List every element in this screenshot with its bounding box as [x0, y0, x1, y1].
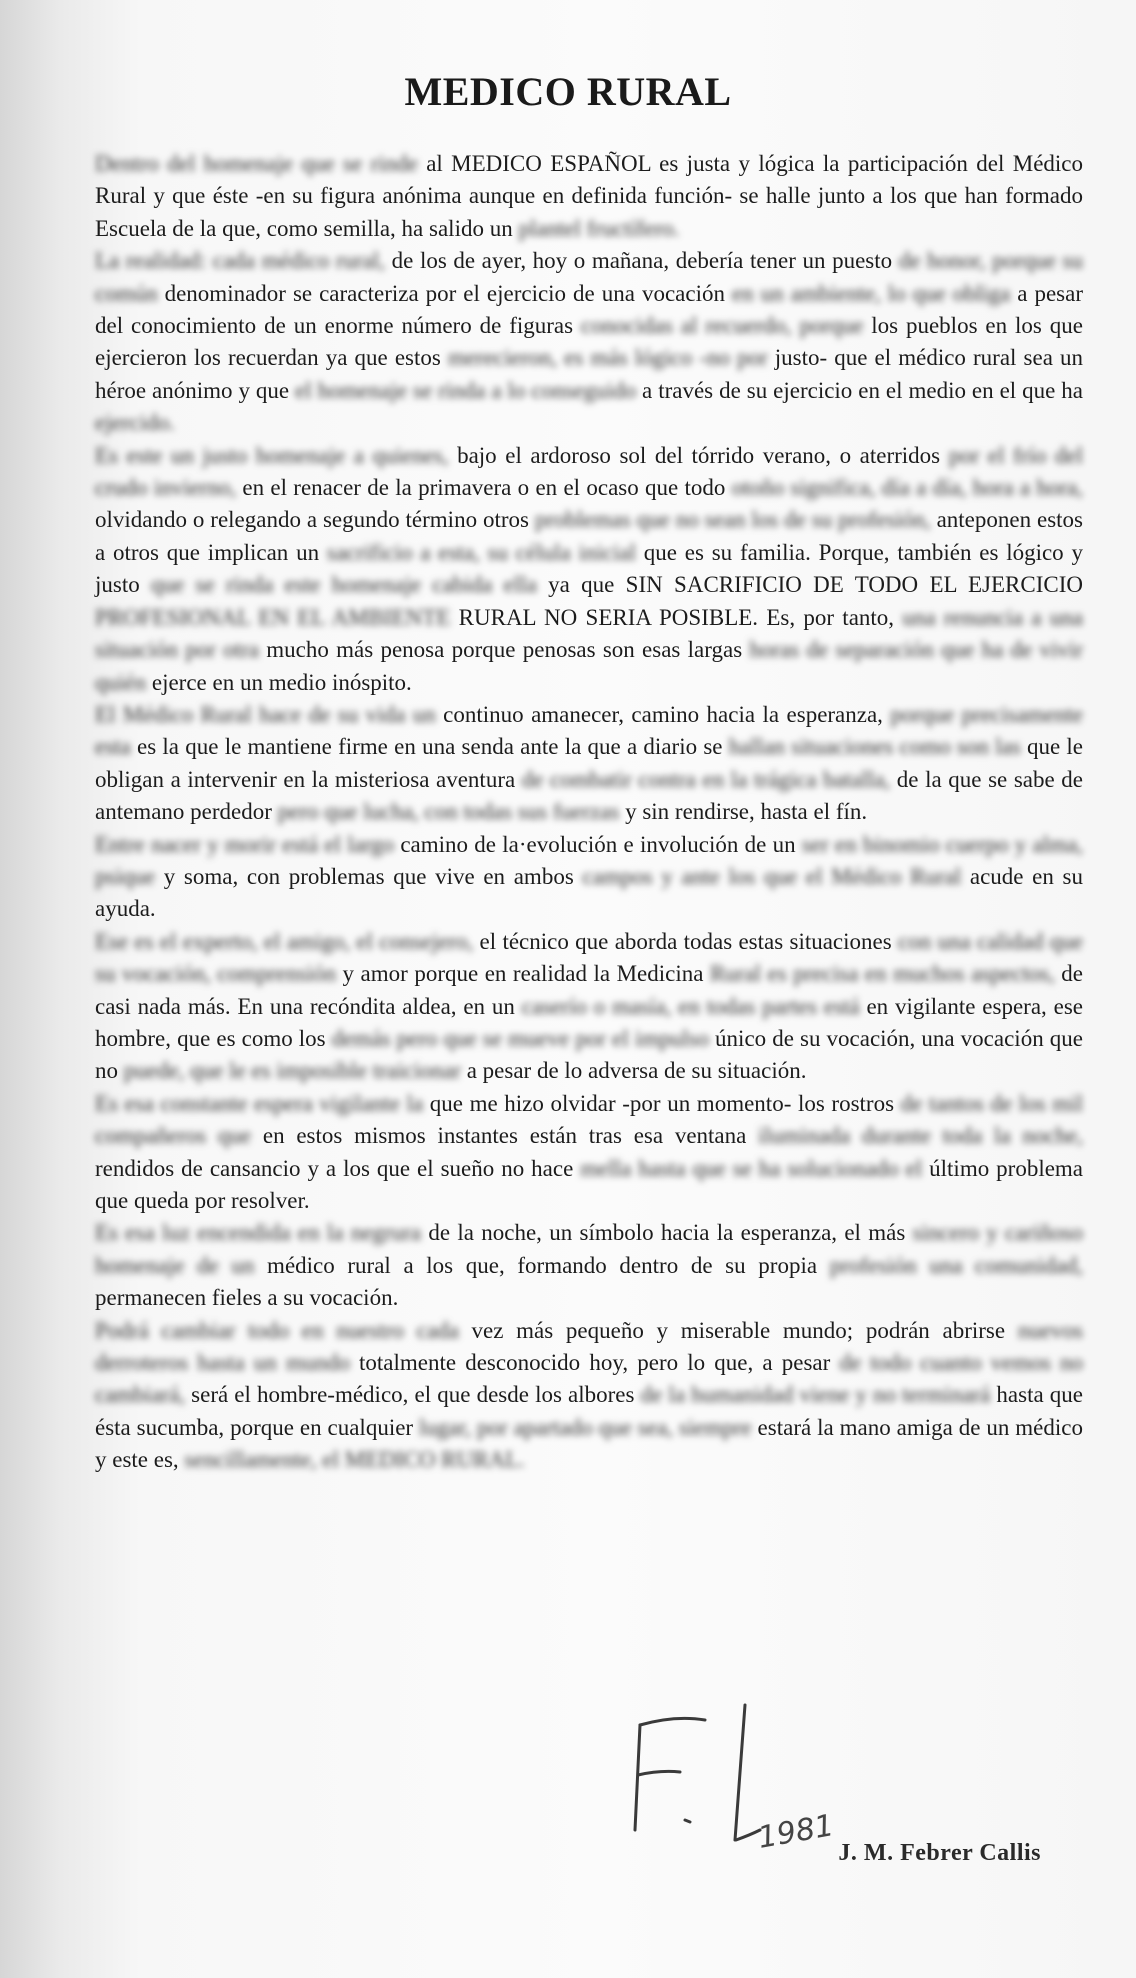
paragraph-text: RURAL NO SERIA POSIBLE. Es, por tanto, [450, 604, 903, 630]
paragraph-text: de la noche, un símbolo hacia la esperanza, el más [421, 1220, 913, 1246]
paragraph-text: hasta que ésta sucumba, porque en cualquier [95, 1382, 1083, 1440]
redacted-text: profesión una comunidad, [829, 1252, 1083, 1278]
redacted-text: campos y ante los que el Médico Rural [582, 863, 962, 889]
paragraph-text: único de su vocación, una vocación que no [95, 1025, 1083, 1084]
paragraph-text: médico rural a los que, formando dentro de su propia [254, 1252, 830, 1278]
paragraph-text: último problema que queda por resolver. [95, 1155, 1084, 1213]
redacted-text: puede, que le es imposible traicionar [123, 1058, 461, 1084]
paragraph-text: a través de su ejercicio en el medio en el que ha [636, 377, 1083, 403]
paragraph-text: justo- que el médico rural sea un héroe anónimo y que [95, 345, 1084, 403]
paragraph [95, 148, 1083, 245]
paragraph-text: que le obligan a intervenir en la misteriosa aventura [95, 734, 1083, 792]
paragraph [95, 1315, 1083, 1477]
paragraph-text: anteponen estos a otros que implican un [95, 507, 1083, 565]
paragraph-text: de la que se sabe de antemano perdedor [95, 766, 1083, 825]
paragraph-text: mucho más penosa porque penosas son esas largas [259, 637, 750, 663]
paragraph [95, 245, 1083, 439]
paragraph-text: y soma, con problemas que vive en ambos [155, 863, 583, 889]
paragraph-text: permanecen fieles a su vocación. [95, 1285, 399, 1311]
redacted-text: iluminada durante toda la noche, [758, 1123, 1083, 1149]
paragraph-text: olvidando o relegando a segundo término otros [95, 507, 535, 533]
paragraph [95, 926, 1083, 1088]
paragraph-text: que me hizo olvidar -por un momento- los rostros [423, 1090, 901, 1116]
redacted-text: nuevos derroteros hasta un mundo [95, 1317, 1083, 1376]
paragraph-text: en el renacer de la primavera o en el ocaso que todo [236, 475, 732, 501]
redacted-text: porque precisamente esta [95, 701, 1083, 760]
paragraph-text: estará la mano amiga de un médico y este es, [95, 1414, 1083, 1473]
paragraph-text: vez más pequeño y miserable mundo; podrán abrirse [458, 1317, 1018, 1343]
redacted-text: Es este un justo homenaje a quienes, [95, 442, 449, 468]
paragraph-text: continuo amanecer, camino hacia la esperanza, [435, 701, 891, 727]
redacted-text: de la humanidad viene y no terminará [640, 1382, 991, 1408]
paragraph [95, 829, 1083, 926]
redacted-text: que se rinda este homenaje cabida ella [151, 572, 537, 598]
redacted-text: Es esa constante espera vigilante la [95, 1090, 424, 1116]
redacted-text: PROFESIONAL EN EL AMBIENTE [95, 604, 451, 630]
redacted-text: el homenaje se rinda a lo conseguido [295, 377, 637, 403]
paragraph-text: ejerce en un medio inóspito. [146, 669, 412, 695]
redacted-text: Dentro del homenaje que se rinde [95, 151, 418, 176]
paragraph-text: de casi nada más. En una recóndita aldea, en un [95, 961, 1084, 1019]
redacted-text: sacrificio a esta, su célula inicial [326, 539, 636, 565]
redacted-text: con una calidad que su vocación, comprensión [95, 928, 1084, 987]
paragraph-text: los pueblos en los que ejercieron los recuerdan ya que estos [95, 313, 1083, 371]
redacted-text: mella hasta que se ha solucionado el [580, 1155, 923, 1181]
redacted-text: de combatir contra en la trágica batalla, [521, 766, 891, 792]
redacted-text: Podrá cambiar todo en nuestro cada [95, 1317, 459, 1343]
page-title: MEDICO RURAL [404, 69, 732, 114]
redacted-text: horas de separación que ha de vivir quién [95, 637, 1083, 695]
redacted-text: sincero y cariñoso homenaje de un [95, 1220, 1084, 1278]
paragraph-text: el técnico que aborda todas estas situaciones [473, 928, 899, 954]
paragraph-text: y sin rendirse, hasta el fín. [619, 799, 868, 825]
redacted-text: conocidas al recuerdo, porque [581, 313, 864, 339]
paragraph-text: rendidos de cansancio y a los que el sueño no hace [95, 1155, 581, 1181]
signature-year-text: 1981 [755, 1808, 837, 1856]
redacted-text: El Médico Rural hace de su vida un [95, 701, 436, 727]
redacted-text: una renuncia a una situación por otra [95, 604, 1083, 663]
redacted-text: Es esa luz encendida en la negrura [95, 1220, 422, 1246]
redacted-text: Rural es precisa en muchos aspectos, [709, 961, 1055, 987]
redacted-text: ser en binomio cuerpo y alma, psique [95, 831, 1083, 889]
paragraph-text: en vigilante espera, ese hombre, que es como los [95, 993, 1083, 1051]
article-body [95, 148, 1083, 1477]
redacted-text: pero que lucha, con todas sus fuerzas [277, 799, 620, 825]
redacted-text: sencillamente, el MEDICO RURAL. [184, 1447, 525, 1473]
paragraph-text: denominador se caracteriza por el ejercicio de una vocación [157, 280, 732, 306]
redacted-text: de tantos de los mil compañeros que [95, 1090, 1083, 1149]
redacted-text: lugar, por apartado que sea, siempre [419, 1414, 752, 1440]
redacted-text: demás pero que se mueve por el impulso [331, 1025, 709, 1051]
paragraph-text: camino de la·evolución e involución de un [394, 831, 802, 857]
paragraph [95, 440, 1083, 699]
handwritten-signature [600, 1690, 900, 1860]
paragraph-text: a pesar de lo adversa de su situación. [460, 1058, 807, 1084]
paragraph-text: acude en su ayuda. [95, 863, 1083, 922]
paragraph-text: bajo el ardoroso sol del tórrido verano, o aterridos [448, 442, 949, 468]
redacted-text: hallan situaciones como son las [728, 734, 1021, 760]
paragraph-text: de los de ayer, hoy o mañana, debería tener un puesto [385, 248, 899, 274]
redacted-text: Ese es el experto, el amigo, el consejero, [95, 928, 474, 954]
paragraph-text: será el hombre-médico, el que desde los albores [185, 1382, 641, 1408]
paragraph-text: a pesar del conocimiento de un enorme número de figuras [95, 280, 1084, 339]
paragraph-text: ya que SIN SACRIFICIO DE TODO EL EJERCICIO [536, 572, 1084, 598]
paragraph-text: totalmente desconocido hoy, pero lo que, a pesar [349, 1350, 840, 1376]
redacted-text: Entre nacer y morir está el largo [95, 831, 395, 857]
redacted-text: La realidad: cada médico rural, [95, 248, 386, 274]
redacted-text: plantel fructífero. [518, 215, 680, 241]
paragraph-text: que es su familia. Porque, también es lógico y justo [95, 539, 1083, 598]
redacted-text: de todo cuanto vemos no cambiará, [95, 1350, 1083, 1408]
redacted-text: en un ambiente, lo que obliga [731, 280, 1011, 306]
paragraph [95, 1088, 1083, 1218]
paragraph [95, 699, 1083, 829]
redacted-text: merecieron, es más lógico -no por [447, 345, 768, 371]
paragraph-text: y amor porque en realidad la Medicina [336, 961, 710, 987]
paragraph-text: es la que le mantiene firme en una senda ante la que a diario se [130, 734, 729, 760]
paragraph [95, 1217, 1083, 1314]
redacted-text: ejercido. [95, 410, 175, 436]
redacted-text: caserío o masía, en todas partes está [521, 993, 860, 1019]
redacted-text: por el frío del crudo invierno, [95, 442, 1083, 501]
paragraph-text: al MEDICO ESPAÑOL es justa y lógica la participación del Médico Rural y que éste -en su figura anónima aunque en definida función- se halle junto a los que han formado Escuela de la que, como semilla, ha salido un [95, 151, 1084, 241]
redacted-text: otoño significa, día a día, hora a hora, [731, 475, 1084, 501]
author-name: J. M. Febrer Callis [838, 1840, 1041, 1866]
redacted-text: problemas que no sean los de su profesión, [534, 507, 931, 533]
redacted-text: de honor, porque su común [95, 248, 1084, 306]
paragraph-text: en estos mismos instantes están tras esa ventana [251, 1123, 759, 1149]
